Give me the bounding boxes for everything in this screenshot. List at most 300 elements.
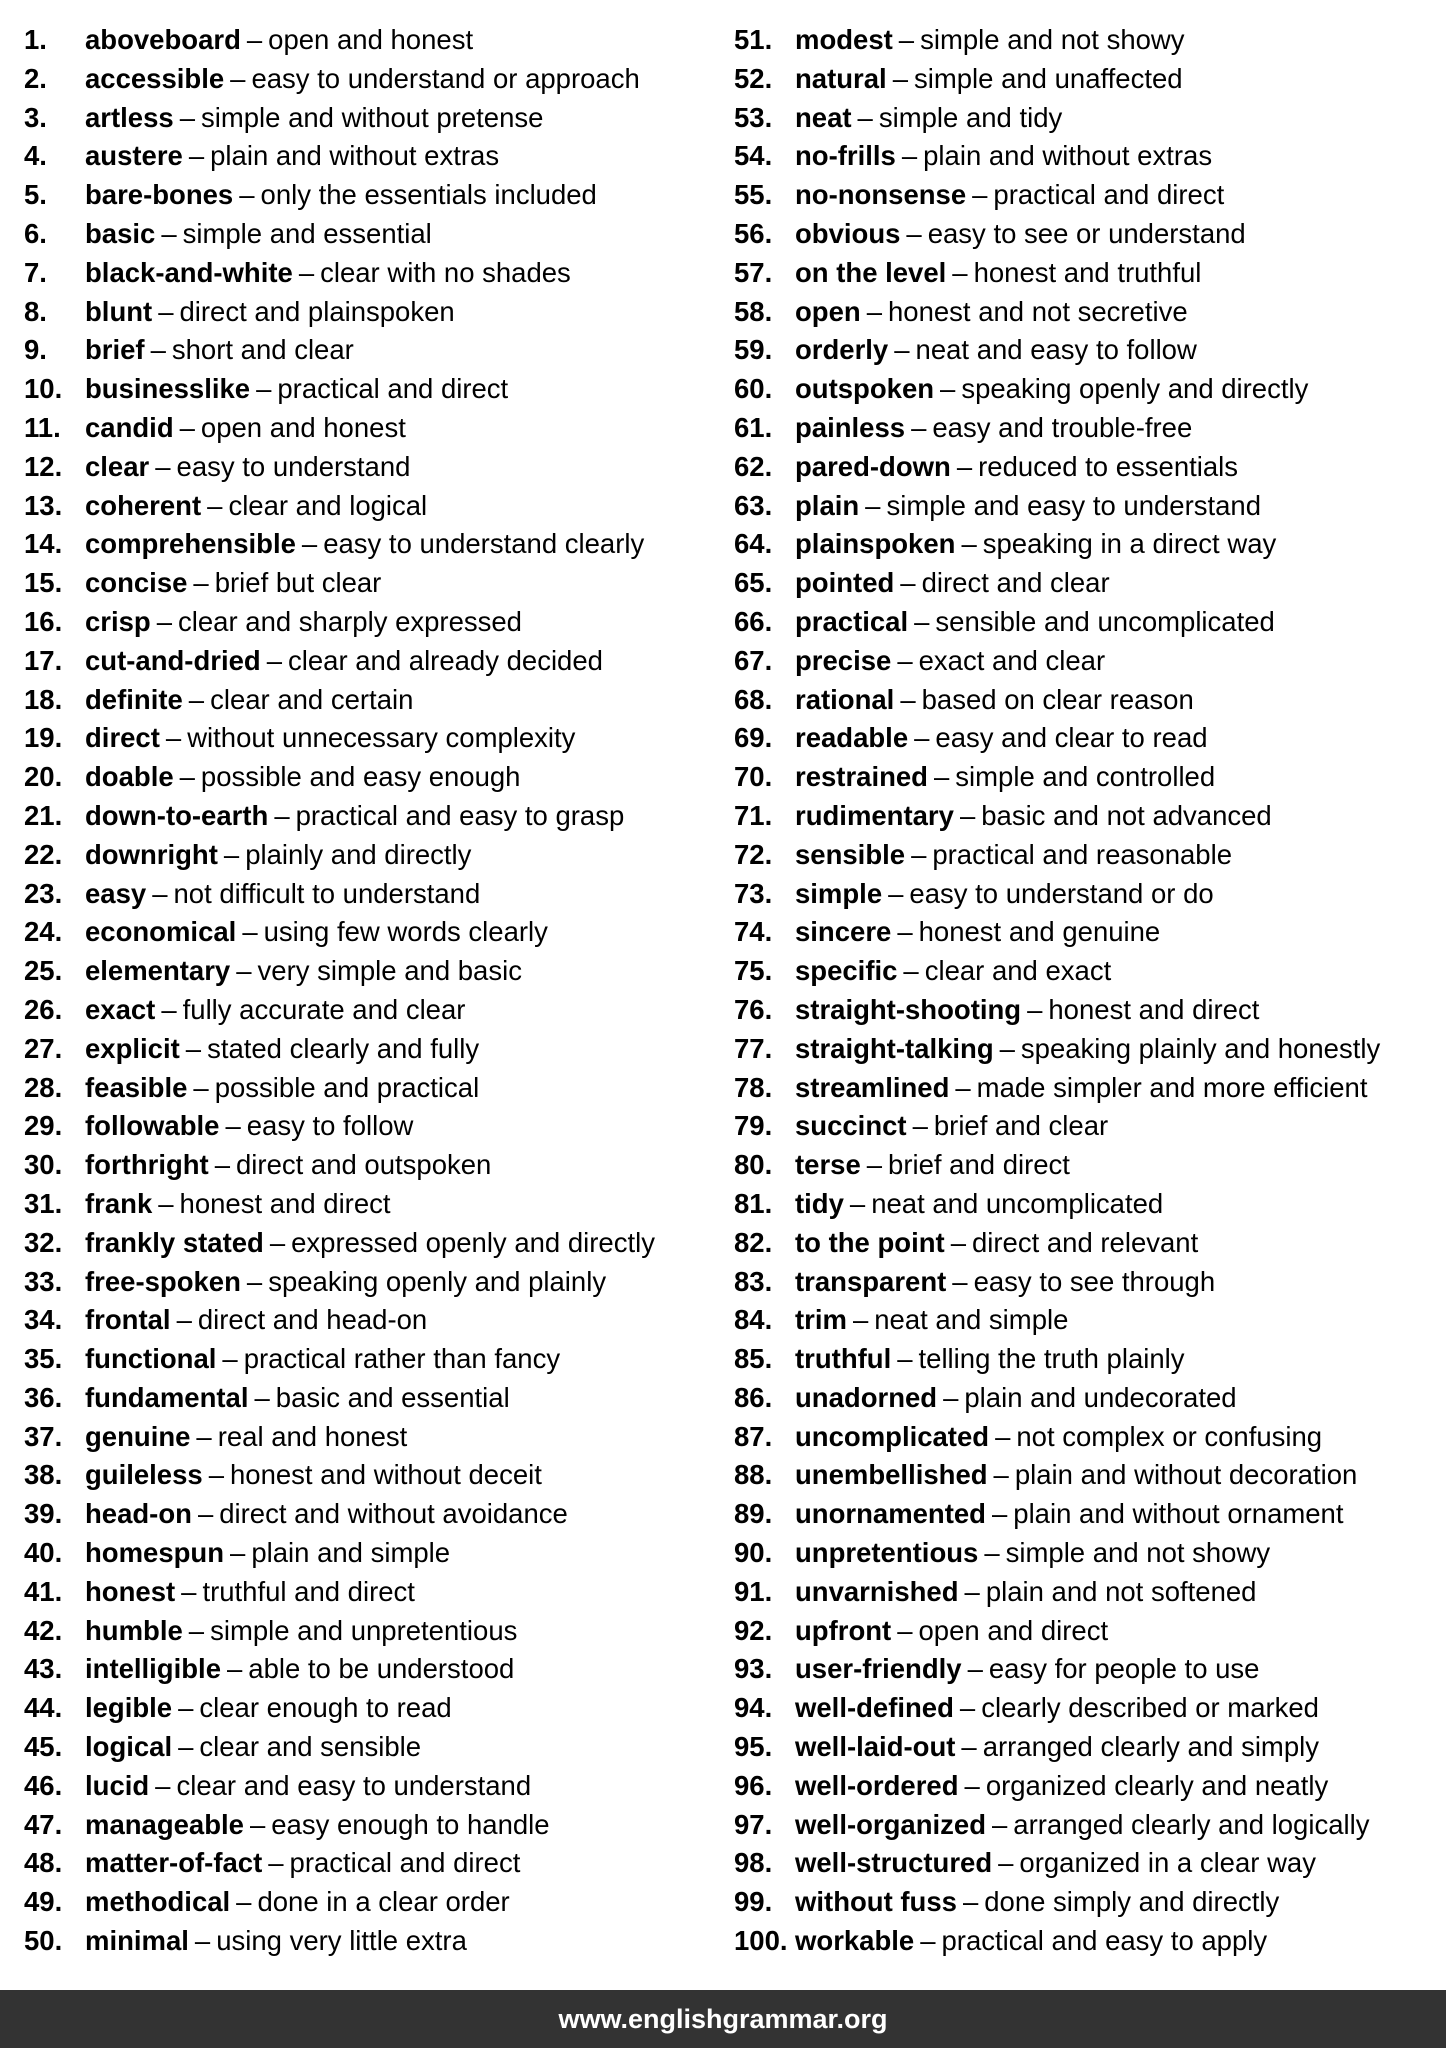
list-item — [734, 1728, 1446, 1767]
entry-word: functional — [85, 1343, 217, 1375]
entry-separator: – — [933, 761, 950, 793]
entry-number: 13. — [24, 489, 63, 521]
entry-word: frank — [85, 1187, 153, 1219]
entry-separator: – — [892, 62, 908, 94]
list-item — [24, 1301, 734, 1340]
entry-word: honest — [85, 1575, 176, 1607]
list-item — [734, 1534, 1446, 1573]
entry-definition: possible and practical — [214, 1071, 480, 1103]
entry-word: black-and-white — [85, 256, 293, 288]
entry-definition: honest and genuine — [918, 916, 1161, 948]
entry-number: 72. — [734, 838, 773, 870]
entry-word: bare-bones — [85, 179, 234, 211]
entry-word: transparent — [795, 1265, 947, 1297]
entry-separator: – — [995, 1420, 1011, 1452]
entry-number: 67. — [734, 644, 773, 676]
list-item — [734, 1922, 1446, 1961]
entry-number: 16. — [24, 605, 63, 637]
list-item — [734, 1340, 1446, 1379]
entry-separator: – — [188, 683, 205, 715]
entry-word: plainspoken — [795, 528, 956, 560]
entry-word: succinct — [795, 1110, 907, 1142]
entry-separator: – — [897, 644, 913, 676]
list-item — [24, 1534, 734, 1573]
entry-word: exact — [85, 993, 156, 1025]
entry-number: 95. — [734, 1731, 773, 1763]
entry-separator: – — [230, 1537, 246, 1569]
entry-number: 89. — [734, 1498, 773, 1530]
entry-word: explicit — [85, 1032, 180, 1064]
entry-number: 53. — [734, 101, 773, 133]
entry-separator: – — [962, 1886, 979, 1918]
entry-word: frontal — [85, 1304, 171, 1336]
entry-word: humble — [85, 1614, 183, 1646]
entry-number: 79. — [734, 1110, 773, 1142]
entry-word: modest — [795, 24, 893, 55]
entry-number: 40. — [24, 1537, 63, 1569]
list-item — [734, 603, 1446, 642]
entry-word: terse — [795, 1149, 861, 1181]
entry-number: 82. — [734, 1226, 773, 1258]
entry-separator: – — [249, 1808, 266, 1840]
list-item — [734, 293, 1446, 332]
entry-word: brief — [85, 334, 145, 366]
entry-word: austere — [85, 140, 183, 172]
entry-separator: – — [991, 1498, 1008, 1530]
entry-number: 91. — [734, 1575, 773, 1607]
entry-number: 74. — [734, 916, 773, 948]
entry-number: 56. — [734, 217, 773, 249]
entry-word: definite — [85, 683, 183, 715]
entry-number: 66. — [734, 605, 773, 637]
entry-word: trim — [795, 1304, 847, 1336]
entry-definition: practical and direct — [289, 1847, 521, 1879]
list-item — [734, 525, 1446, 564]
entry-definition: not difficult to understand — [173, 877, 481, 909]
list-item — [24, 1767, 734, 1806]
entry-definition: simple and without pretense — [200, 101, 544, 133]
entry-definition: honest and not secretive — [888, 295, 1188, 327]
list-item — [24, 254, 734, 293]
entry-number: 25. — [24, 955, 63, 987]
entry-word: sensible — [795, 838, 906, 870]
entry-word: well-structured — [795, 1847, 993, 1879]
entry-separator: – — [246, 24, 263, 55]
entry-word: on the level — [795, 256, 947, 288]
list-item — [734, 1883, 1446, 1922]
list-item — [24, 681, 734, 720]
entry-number: 86. — [734, 1381, 773, 1413]
entry-word: legible — [85, 1692, 173, 1724]
entry-definition: simple and unaffected — [913, 62, 1183, 94]
entry-definition: speaking openly and directly — [961, 373, 1309, 405]
entry-definition: direct and clear — [921, 567, 1110, 599]
entry-definition: simple and controlled — [955, 761, 1216, 793]
entry-number: 98. — [734, 1847, 773, 1879]
entry-separator: – — [849, 1187, 866, 1219]
entry-number: 48. — [24, 1847, 63, 1879]
entry-word: cut-and-dried — [85, 644, 261, 676]
entry-separator: – — [914, 722, 930, 754]
entry-separator: – — [993, 1459, 1009, 1491]
entry-separator: – — [176, 1304, 192, 1336]
list-item — [734, 681, 1446, 720]
entry-definition: neat and easy to follow — [915, 334, 1197, 366]
entry-definition: simple and not showy — [920, 24, 1185, 55]
entry-definition: easy to understand or do — [909, 877, 1214, 909]
entry-definition: easy to understand — [176, 450, 411, 482]
list-item — [24, 952, 734, 991]
list-item — [24, 1263, 734, 1302]
entry-number: 78. — [734, 1071, 773, 1103]
list-item — [24, 797, 734, 836]
entry-definition: direct and plainspoken — [179, 295, 455, 327]
entry-number: 14. — [24, 528, 63, 560]
entry-word: lucid — [85, 1769, 150, 1801]
entry-separator: – — [992, 1808, 1008, 1840]
entry-number: 5. — [24, 179, 47, 211]
list-item — [734, 1146, 1446, 1185]
entry-separator: – — [196, 1420, 212, 1452]
list-item — [24, 409, 734, 448]
list-item — [24, 293, 734, 332]
entry-definition: easy to see through — [973, 1265, 1216, 1297]
list-item — [734, 21, 1446, 60]
list-item — [734, 564, 1446, 603]
entry-definition: organized clearly and neatly — [985, 1769, 1329, 1801]
entry-definition: clear and already decided — [288, 644, 603, 676]
list-item — [734, 1456, 1446, 1495]
entry-number: 69. — [734, 722, 773, 754]
entry-word: truthful — [795, 1343, 892, 1375]
entry-separator: – — [179, 101, 195, 133]
entry-definition: simple and not showy — [1005, 1537, 1271, 1569]
entry-separator: – — [226, 1653, 243, 1685]
entry-definition: telling the truth plainly — [918, 1343, 1185, 1375]
entry-definition: direct and without avoidance — [219, 1498, 568, 1530]
entry-separator: – — [236, 1886, 252, 1918]
list-item — [24, 758, 734, 797]
entry-definition: simple and easy to understand — [886, 489, 1262, 521]
entry-number: 47. — [24, 1808, 63, 1840]
entry-definition: honest and direct — [179, 1187, 391, 1219]
entry-number: 36. — [24, 1381, 63, 1413]
entry-definition: clear and easy to understand — [176, 1769, 532, 1801]
entry-separator: – — [911, 838, 927, 870]
entry-number: 20. — [24, 761, 63, 793]
entry-number: 85. — [734, 1343, 773, 1375]
entry-separator: – — [903, 955, 919, 987]
entry-number: 26. — [24, 993, 63, 1025]
entry-definition: easy to follow — [246, 1110, 414, 1142]
entry-separator: – — [950, 1226, 966, 1258]
list-item — [734, 1418, 1446, 1457]
entry-definition: practical and direct — [277, 373, 509, 405]
entry-separator: – — [912, 1110, 928, 1142]
entry-number: 76. — [734, 993, 773, 1025]
entry-definition: clear enough to read — [199, 1692, 452, 1724]
entry-definition: short and clear — [171, 334, 354, 366]
entry-number: 81. — [734, 1187, 773, 1219]
entry-number: 73. — [734, 877, 773, 909]
entry-word: matter-of-fact — [85, 1847, 263, 1879]
entry-definition: organized in a clear way — [1019, 1847, 1316, 1879]
entry-definition: arranged clearly and simply — [982, 1731, 1319, 1763]
entry-word: businesslike — [85, 373, 251, 405]
entry-separator: – — [943, 1381, 959, 1413]
list-item — [24, 1340, 734, 1379]
list-item — [24, 99, 734, 138]
entry-number: 94. — [734, 1692, 773, 1724]
list-item — [24, 1728, 734, 1767]
list-item — [734, 215, 1446, 254]
list-item — [734, 1379, 1446, 1418]
list-item — [734, 758, 1446, 797]
entry-separator: – — [984, 1537, 1000, 1569]
entry-word: readable — [795, 722, 909, 754]
entry-number: 15. — [24, 567, 63, 599]
entry-word: unvarnished — [795, 1575, 959, 1607]
entry-word: orderly — [795, 334, 889, 366]
entry-definition: plain and simple — [251, 1537, 451, 1569]
entry-definition: brief and direct — [888, 1149, 1070, 1181]
entry-definition: based on clear reason — [921, 683, 1194, 715]
list-item — [734, 176, 1446, 215]
entry-definition: only the essentials included — [260, 179, 597, 211]
entry-separator: – — [254, 1381, 270, 1413]
list-item — [24, 1030, 734, 1069]
entry-definition: using few words clearly — [263, 916, 548, 948]
entry-word: methodical — [85, 1886, 231, 1918]
entry-separator: – — [898, 24, 915, 55]
entry-word: practical — [795, 605, 909, 637]
entry-separator: – — [866, 295, 882, 327]
entry-definition: practical rather than fancy — [243, 1343, 561, 1375]
entry-definition: not complex or confusing — [1016, 1420, 1323, 1452]
entry-number: 61. — [734, 411, 773, 443]
list-item — [24, 1612, 734, 1651]
entry-separator: – — [194, 1925, 211, 1957]
entry-number: 65. — [734, 567, 773, 599]
footer-bar — [0, 1990, 1446, 2048]
entry-number: 57. — [734, 256, 773, 288]
list-item — [734, 1844, 1446, 1883]
entry-word: straight-shooting — [795, 993, 1022, 1025]
entry-word: painless — [795, 411, 906, 443]
entry-word: unembellished — [795, 1459, 988, 1491]
list-item — [734, 448, 1446, 487]
entry-definition: easy for people to use — [988, 1653, 1260, 1685]
entry-number: 33. — [24, 1265, 63, 1297]
entry-separator: – — [894, 334, 910, 366]
entry-word: unornamented — [795, 1498, 986, 1530]
entry-separator: – — [188, 1614, 205, 1646]
entry-number: 68. — [734, 683, 773, 715]
entry-number: 28. — [24, 1071, 63, 1103]
entry-definition: done in a clear order — [257, 1886, 510, 1918]
entry-definition: open and honest — [200, 411, 406, 443]
list-item — [24, 603, 734, 642]
entry-separator: – — [242, 916, 258, 948]
entry-separator: – — [266, 644, 282, 676]
entry-word: downright — [85, 838, 218, 870]
entry-word: frankly stated — [85, 1226, 264, 1258]
entry-word: well-laid-out — [795, 1731, 956, 1763]
entry-separator: – — [920, 1925, 936, 1957]
entry-definition: neat and uncomplicated — [871, 1187, 1164, 1219]
entry-number: 84. — [734, 1304, 773, 1336]
entry-definition: honest and without deceit — [230, 1459, 542, 1491]
entry-definition: practical and easy to grasp — [295, 799, 625, 831]
entry-definition: direct and outspoken — [236, 1149, 492, 1181]
list-item — [734, 719, 1446, 758]
list-item — [24, 487, 734, 526]
entry-separator: – — [181, 1575, 197, 1607]
entry-separator: – — [900, 567, 916, 599]
entry-number: 92. — [734, 1614, 773, 1646]
entry-number: 99. — [734, 1886, 773, 1918]
entry-number: 19. — [24, 722, 63, 754]
list-item — [24, 448, 734, 487]
entry-definition: speaking openly and plainly — [268, 1265, 607, 1297]
entry-separator: – — [961, 1731, 977, 1763]
entry-definition: practical and direct — [993, 179, 1225, 211]
entry-number: 43. — [24, 1653, 63, 1685]
entry-word: user-friendly — [795, 1653, 962, 1685]
entry-separator: – — [193, 567, 209, 599]
entry-word: neat — [795, 101, 852, 133]
list-item — [24, 1146, 734, 1185]
entry-separator: – — [239, 179, 255, 211]
entry-separator: – — [952, 256, 968, 288]
entry-separator: – — [156, 605, 173, 637]
entry-separator: – — [298, 256, 315, 288]
entry-separator: – — [188, 140, 205, 172]
entry-separator: – — [161, 217, 177, 249]
entry-word: rudimentary — [795, 799, 954, 831]
entry-number: 31. — [24, 1187, 63, 1219]
entry-word: homespun — [85, 1537, 225, 1569]
entry-word: basic — [85, 217, 156, 249]
footer-url[interactable]: www.englishgrammar.org — [558, 2004, 888, 2034]
list-item — [734, 991, 1446, 1030]
entry-definition: honest and direct — [1048, 993, 1260, 1025]
word-list-column-left — [24, 21, 734, 1961]
entry-number: 10. — [24, 373, 63, 405]
entry-separator: – — [161, 993, 177, 1025]
entry-word: pared-down — [795, 450, 951, 482]
entry-separator: – — [197, 1498, 214, 1530]
entry-word: without fuss — [795, 1886, 957, 1918]
list-item — [734, 875, 1446, 914]
entry-word: elementary — [85, 955, 231, 987]
entry-number: 45. — [24, 1731, 63, 1763]
list-item — [24, 1883, 734, 1922]
entry-word: head-on — [85, 1498, 192, 1530]
entry-word: doable — [85, 761, 174, 793]
list-item — [24, 1069, 734, 1108]
entry-definition: speaking in a direct way — [982, 528, 1277, 560]
entry-separator: – — [185, 1032, 202, 1064]
entry-number: 2. — [24, 62, 47, 94]
entry-word: streamlined — [795, 1071, 950, 1103]
list-item — [24, 1689, 734, 1728]
entry-definition: direct and head-on — [197, 1304, 428, 1336]
entry-definition: easy to understand clearly — [323, 528, 645, 560]
entry-word: guileless — [85, 1459, 203, 1491]
entry-word: no-frills — [795, 140, 896, 172]
entry-separator: – — [900, 683, 916, 715]
entry-separator: – — [961, 528, 977, 560]
entry-definition: fully accurate and clear — [182, 993, 466, 1025]
entry-definition: easy and clear to read — [935, 722, 1208, 754]
entry-definition: able to be understood — [248, 1653, 515, 1685]
entry-separator: – — [852, 1304, 869, 1336]
list-item — [734, 1224, 1446, 1263]
entry-number: 80. — [734, 1149, 773, 1181]
entry-separator: – — [955, 1071, 971, 1103]
entry-separator: – — [155, 450, 171, 482]
entry-separator: – — [158, 1187, 174, 1219]
list-item — [24, 137, 734, 176]
list-item — [734, 409, 1446, 448]
entry-definition: plain and without extras — [210, 140, 500, 172]
entry-word: pointed — [795, 567, 895, 599]
entry-number: 63. — [734, 489, 773, 521]
entry-number: 38. — [24, 1459, 63, 1491]
list-item — [24, 21, 734, 60]
list-item — [24, 1806, 734, 1845]
entry-word: unadorned — [795, 1381, 938, 1413]
entry-separator: – — [155, 1769, 171, 1801]
entry-separator: – — [274, 799, 290, 831]
entry-word: fundamental — [85, 1381, 249, 1413]
entry-definition: clearly described or marked — [981, 1692, 1319, 1724]
word-list — [24, 21, 1434, 1981]
entry-separator: – — [207, 489, 223, 521]
entry-separator: – — [998, 1847, 1014, 1879]
entry-definition: arranged clearly and logically — [1013, 1808, 1370, 1840]
list-item — [24, 1185, 734, 1224]
entry-number: 75. — [734, 955, 773, 987]
list-item — [24, 1844, 734, 1883]
entry-word: well-organized — [795, 1808, 986, 1840]
list-item — [734, 1806, 1446, 1845]
entry-number: 100. — [734, 1925, 788, 1957]
entry-separator: – — [230, 62, 246, 94]
list-item — [24, 1107, 734, 1146]
list-item — [734, 913, 1446, 952]
entry-separator: – — [223, 838, 240, 870]
entry-word: manageable — [85, 1808, 244, 1840]
list-item — [734, 137, 1446, 176]
entry-word: no-nonsense — [795, 179, 967, 211]
list-item — [24, 1650, 734, 1689]
entry-definition: plainly and directly — [245, 838, 472, 870]
entry-separator: – — [906, 217, 922, 249]
entry-separator: – — [967, 1653, 983, 1685]
entry-separator: – — [914, 605, 930, 637]
entry-definition: simple and tidy — [878, 101, 1063, 133]
entry-word: workable — [795, 1925, 915, 1957]
entry-word: well-ordered — [795, 1769, 959, 1801]
entry-word: minimal — [85, 1925, 189, 1957]
list-item — [734, 642, 1446, 681]
entry-definition: real and honest — [217, 1420, 408, 1452]
list-item — [734, 1107, 1446, 1146]
entry-number: 27. — [24, 1032, 63, 1064]
list-item — [734, 1301, 1446, 1340]
